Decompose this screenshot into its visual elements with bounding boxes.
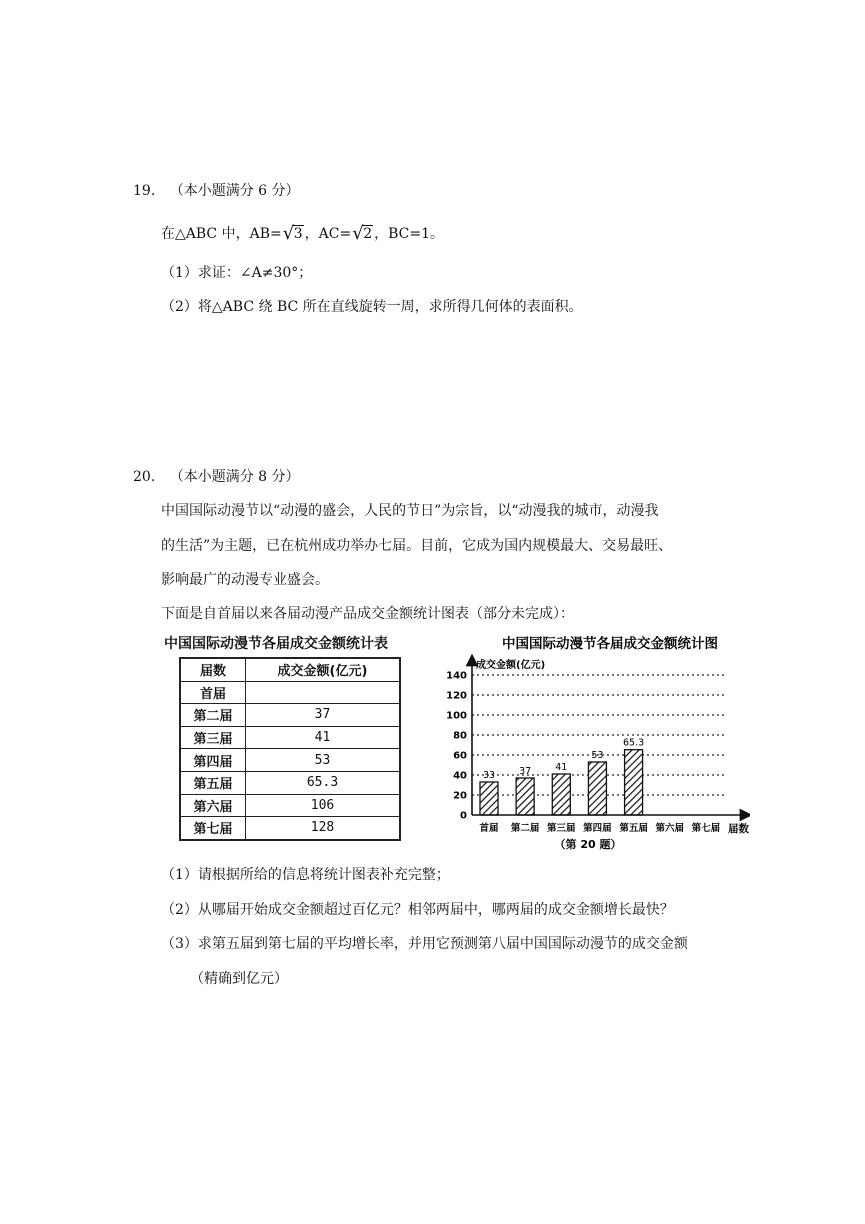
q19-score: （本小题满分 6 分） [169, 183, 300, 199]
q19-number: 19. [133, 183, 156, 199]
y-tick-label: 0 [460, 810, 467, 822]
q20-para2: 的生活”为主题，已在杭州成功举办七届。目前，它成为国内规模最大、交易最旺、 [161, 538, 673, 554]
stats-table [179, 657, 401, 841]
amount-cell: 128 [246, 817, 401, 840]
session-cell: 第二届 [180, 704, 246, 727]
y-tick-label: 100 [446, 710, 467, 722]
q19-stem-pre: 在△ABC 中，AB= [161, 226, 282, 242]
bar [588, 762, 606, 815]
y-tick-label: 80 [453, 730, 467, 742]
q20-part2: （2）从哪届开始成交金额超过百亿元？相邻两届中，哪两届的成交金额增长最快？ [161, 902, 674, 918]
header-amount: 成交金额(亿元) [246, 658, 401, 681]
table-row [180, 749, 400, 772]
sqrt-2: √ 2 [352, 223, 373, 244]
session-cell: 第四届 [180, 749, 246, 772]
y-tick-label: 20 [453, 790, 467, 802]
session-cell: 第六届 [180, 794, 246, 817]
y-axis-label: 成交金额(亿元) [476, 660, 546, 671]
table-title: 中国国际动漫节各届成交金额统计表 [164, 636, 388, 652]
q20-intro: 下面是自首届以来各届动漫产品成交金额统计图表（部分未完成）： [161, 606, 574, 622]
table-row [180, 817, 400, 840]
table-row [180, 681, 400, 704]
table-row [180, 771, 400, 794]
bar-value-label: 37 [519, 766, 532, 777]
amount-cell: 41 [246, 726, 401, 749]
x-tick-label: 首届 [479, 823, 499, 834]
sqrt-3: √ 3 [282, 223, 303, 244]
amount-cell: 53 [246, 749, 401, 772]
table-row [180, 726, 400, 749]
y-tick-label: 120 [446, 690, 467, 702]
ab-radicand: 3 [293, 226, 303, 242]
x-axis-label: 届数 [728, 823, 749, 835]
session-cell: 第七届 [180, 817, 246, 840]
q19-stem-post: ，BC=1。 [374, 226, 445, 242]
bar [516, 778, 534, 815]
bar-value-label: 33 [482, 770, 496, 781]
bar-value-label: 41 [555, 762, 568, 773]
q20-part3: （3）求第五届到第七届的平均增长率，并用它预测第八届中国国际动漫节的成交金额 [161, 936, 688, 952]
q20-para3: 影响最广的动漫专业盛会。 [161, 572, 329, 588]
bar-value-label: 53 [591, 750, 604, 761]
q19-part1: （1）求证：∠A≠30°； [161, 265, 313, 281]
header-session: 届数 [180, 658, 246, 681]
table-row [180, 704, 400, 727]
q20-part3-cont: （精确到亿元） [190, 971, 288, 987]
x-tick-label: 第六届 [655, 823, 684, 834]
q20-para1: 中国国际动漫节以“动漫的盛会，人民的节日”为宗旨，以“动漫我的城市，动漫我 [161, 503, 659, 519]
bar [625, 750, 643, 815]
q19-part2: （2）将△ABC 绕 BC 所在直线旋转一周，求所得几何体的表面积。 [161, 299, 583, 315]
q20-header [133, 466, 300, 486]
session-cell: 第三届 [180, 726, 246, 749]
q19-stem-mid: ，AC= [304, 226, 352, 242]
bar [480, 782, 498, 815]
amount-cell: 106 [246, 794, 401, 817]
bar [552, 774, 570, 815]
table-row [180, 794, 400, 817]
x-tick-label: 第四届 [583, 823, 612, 834]
y-tick-label: 60 [453, 750, 467, 762]
chart-caption: （第 20 题） [554, 838, 622, 851]
amount-cell: 65.3 [246, 771, 401, 794]
q19-stem [161, 223, 444, 243]
ac-radicand: 2 [363, 226, 373, 242]
x-tick-label: 第五届 [619, 823, 648, 834]
y-tick-label: 140 [446, 670, 467, 682]
q20-score: （本小题满分 8 分） [169, 469, 300, 485]
amount-cell [246, 681, 401, 704]
chart-title: 中国国际动漫节各届成交金额统计图 [502, 636, 718, 652]
q19-header [133, 180, 300, 200]
q20-number: 20. [133, 469, 156, 485]
session-cell: 第五届 [180, 771, 246, 794]
x-tick-label: 第二届 [510, 823, 540, 834]
bar-value-label: 65.3 [622, 737, 645, 749]
table-header-row [180, 658, 400, 681]
bar-chart [440, 630, 750, 860]
x-tick-label: 第七届 [691, 823, 721, 834]
y-tick-label: 40 [453, 770, 467, 782]
session-cell: 首届 [180, 681, 246, 704]
q20-part1: （1）请根据所给的信息将统计图表补充完整； [161, 867, 450, 883]
amount-cell: 37 [246, 704, 401, 727]
x-tick-label: 第三届 [547, 823, 576, 834]
